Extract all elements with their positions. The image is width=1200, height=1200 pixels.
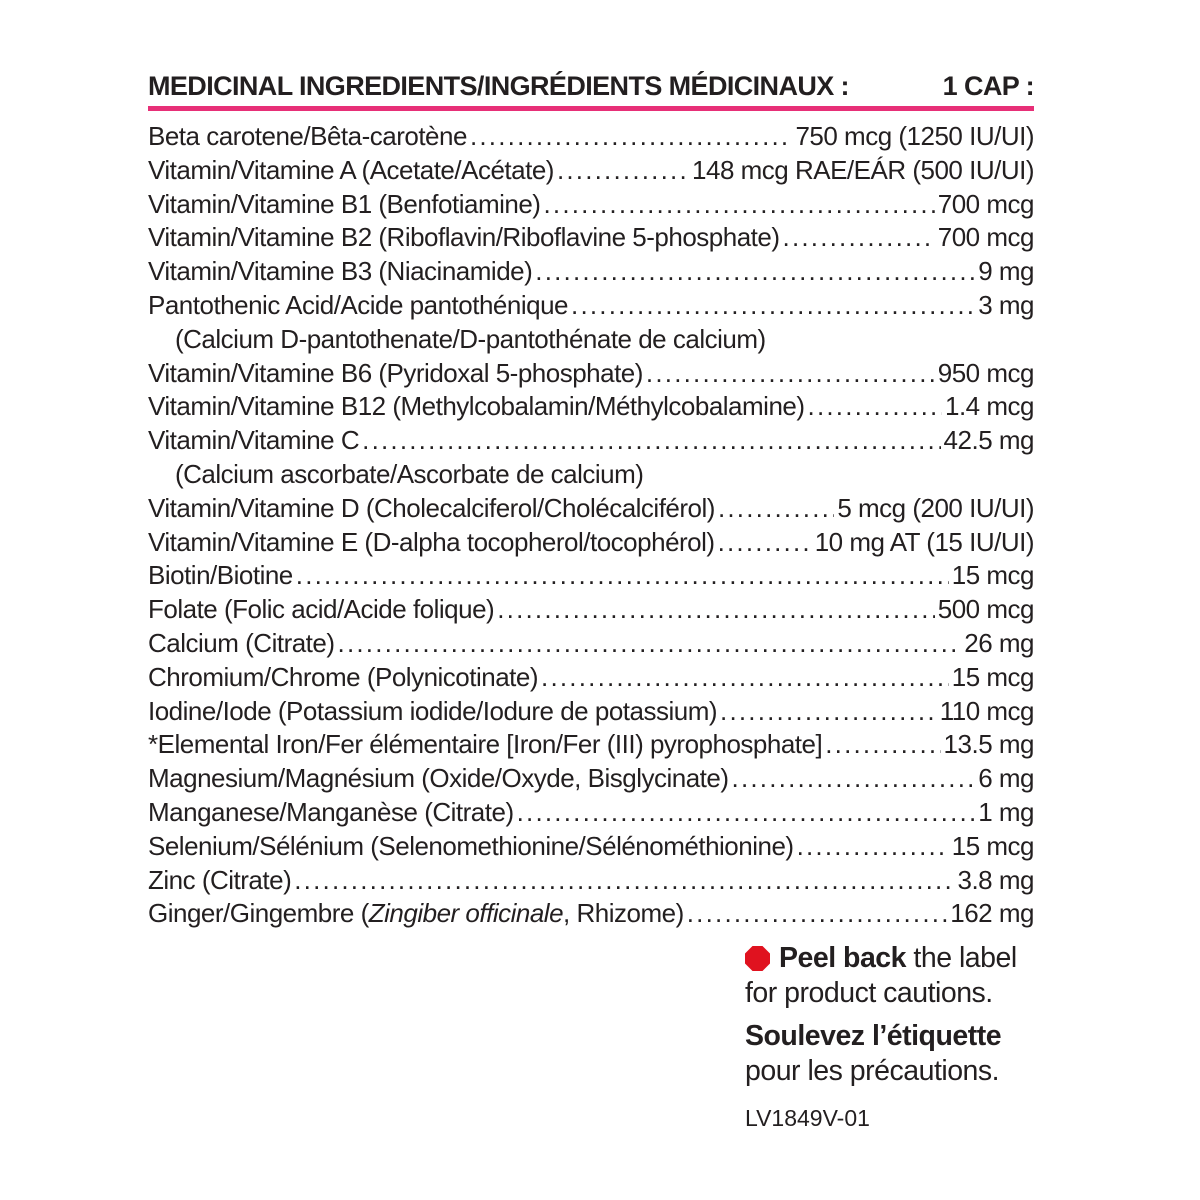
ingredient-amount: 15 mcg [951,560,1034,591]
ingredient-name: Ginger/Gingembre (Zingiber officinale, Rhizome) [148,898,684,929]
ingredient-name: Biotin/Biotine [148,560,293,591]
ingredient-amount: 1 mg [978,796,1034,827]
ingredient-name: Manganese/Manganèse (Citrate) [148,796,514,827]
ingredient-row [148,492,1034,526]
ingredient-row [148,627,1034,661]
dot-leader [783,221,935,255]
ingredient-amount: 13.5 mg [943,729,1034,760]
serving-size: 1 CAP : [942,71,1034,101]
ingredient-amount: 26 mg [964,627,1034,658]
caution-line-fr: pour les précautions. [745,1055,1000,1087]
ingredient-name: Vitamin/Vitamine A (Acetate/Acétate) [148,154,554,185]
panel-header [148,70,1034,102]
dot-leader [825,728,940,762]
ingredient-row [148,526,1034,560]
caution-line-fr-bold: Soulevez l’étiquette [745,1020,1002,1052]
ingredient-name: Vitamin/Vitamine B1 (Benfotiamine) [148,188,541,219]
ingredient-name: Calcium (Citrate) [148,627,335,658]
ingredient-name: Beta carotene/Bêta-carotène [148,121,467,151]
peel-back-line [745,941,1045,976]
ingredient-row [148,188,1034,222]
ingredient-row [148,221,1034,255]
ingredient-row [148,796,1034,830]
ingredient-row [148,762,1034,796]
dot-leader [646,357,935,391]
ingredient-amount: 5 mcg (200 IU/UI) [837,492,1034,523]
ingredient-row [148,120,1034,154]
ingredient-name: Magnesium/Magnésium (Oxide/Oxyde, Bisglycinate) [148,763,729,794]
ingredient-name: Vitamin/Vitamine E (D-alpha tocopherol/tocophérol) [148,526,715,557]
ingredient-row [148,559,1034,593]
dot-leader [535,255,975,289]
dot-leader [294,864,954,898]
ingredient-name: Vitamin/Vitamine B2 (Riboflavin/Riboflavine 5-phosphate) [148,222,780,253]
ingredient-name: Vitamin/Vitamine B12 (Methylcobalamin/Méthylcobalamine) [148,391,805,422]
ingredient-row [148,830,1034,864]
ingredient-amount: 162 mg [950,898,1034,929]
ingredient-row [148,864,1034,898]
ingredient-amount: 500 mcg [937,594,1034,625]
ingredient-name: *Elemental Iron/Fer élémentaire [Iron/Fer (III) pyrophosphate] [148,729,823,760]
dot-leader [808,390,942,424]
ingredient-amount: 3 mg [978,289,1034,320]
dot-leader [470,120,792,154]
ingredient-row [148,593,1034,627]
ingredient-name: Iodine/Iode (Potassium iodide/Iodure de potassium) [148,695,718,726]
header-underline [148,106,1034,111]
ingredient-row [148,357,1034,391]
dot-leader [497,593,935,627]
ingredient-name: Vitamin/Vitamine D (Cholecalciferol/Cholécalciférol) [148,492,715,523]
dot-leader [571,289,975,323]
dot-leader [557,154,689,188]
ingredient-name: (Calcium ascorbate/Ascorbate de calcium) [175,458,644,489]
ingredient-continuation-row [148,323,1034,357]
ingredient-row [148,728,1034,762]
dot-leader [797,830,949,864]
dot-leader [718,526,812,560]
panel-title: MEDICINAL INGREDIENTS/INGRÉDIENTS MÉDICINAUX : [148,71,849,101]
ingredient-amount: 950 mcg [937,357,1034,388]
dot-leader [296,559,949,593]
ingredient-amount: 750 mcg (1250 IU/UI) [795,121,1034,151]
ingredient-name: Vitamin/Vitamine B6 (Pyridoxal 5-phosphate) [148,357,643,388]
ingredient-continuation-row [148,458,1034,492]
ingredient-row [148,424,1034,458]
ingredient-row [148,390,1034,424]
ingredient-amount: 700 mcg [937,222,1034,253]
caution-note [745,941,1045,1136]
ingredient-name: Vitamin/Vitamine B3 (Niacinamide) [148,256,533,287]
ingredient-name: (Calcium D-pantothenate/D-pantothénate de calcium) [175,323,766,354]
ingredient-amount: 42.5 mg [943,425,1034,456]
ingredient-amount: 148 mcg RAE/EÁR (500 IU/UI) [692,154,1034,185]
peel-back-rest: the label [906,942,1017,974]
dot-leader [362,424,940,458]
medicinal-ingredients-panel [148,70,1034,931]
dot-leader [720,695,937,729]
ingredient-name: Chromium/Chrome (Polynicotinate) [148,661,539,692]
ingredient-name: Selenium/Sélénium (Selenomethionine/Sélénométhionine) [148,830,794,861]
ingredient-amount: 1.4 mcg [945,391,1034,422]
ingredient-amount: 10 mg AT (15 IU/UI) [814,526,1034,557]
ingredient-amount: 6 mg [978,763,1034,794]
ingredient-row [148,255,1034,289]
ingredient-list [148,120,1034,931]
dot-leader [338,627,962,661]
ingredient-amount: 15 mcg [951,830,1034,861]
ingredient-name: Folate (Folic acid/Acide folique) [148,594,495,625]
lot-code: LV1849V-01 [745,1105,870,1131]
ingredient-row [148,154,1034,188]
ingredient-name: Vitamin/Vitamine C [148,425,360,456]
dot-leader [543,188,934,222]
dot-leader [541,661,949,695]
dot-leader [687,897,948,931]
ingredient-amount: 15 mcg [951,661,1034,692]
ingredient-name: Zinc (Citrate) [148,864,292,895]
peel-back-text [779,941,1017,976]
dot-leader [718,492,834,526]
ingredient-row [148,897,1034,931]
ingredient-amount: 9 mg [978,256,1034,287]
ingredient-amount: 700 mcg [937,188,1034,219]
dot-leader [517,796,976,830]
ingredient-amount: 3.8 mg [957,864,1034,895]
ingredient-row [148,695,1034,729]
ingredient-row [148,661,1034,695]
ingredient-amount: 110 mcg [939,695,1034,726]
ingredient-name: Pantothenic Acid/Acide pantothénique [148,289,569,320]
stop-octagon-icon [745,946,770,971]
ingredient-row [148,289,1034,323]
caution-line-en: for product cautions. [745,977,993,1009]
peel-back-bold: Peel back [779,942,907,974]
dot-leader [732,762,976,796]
